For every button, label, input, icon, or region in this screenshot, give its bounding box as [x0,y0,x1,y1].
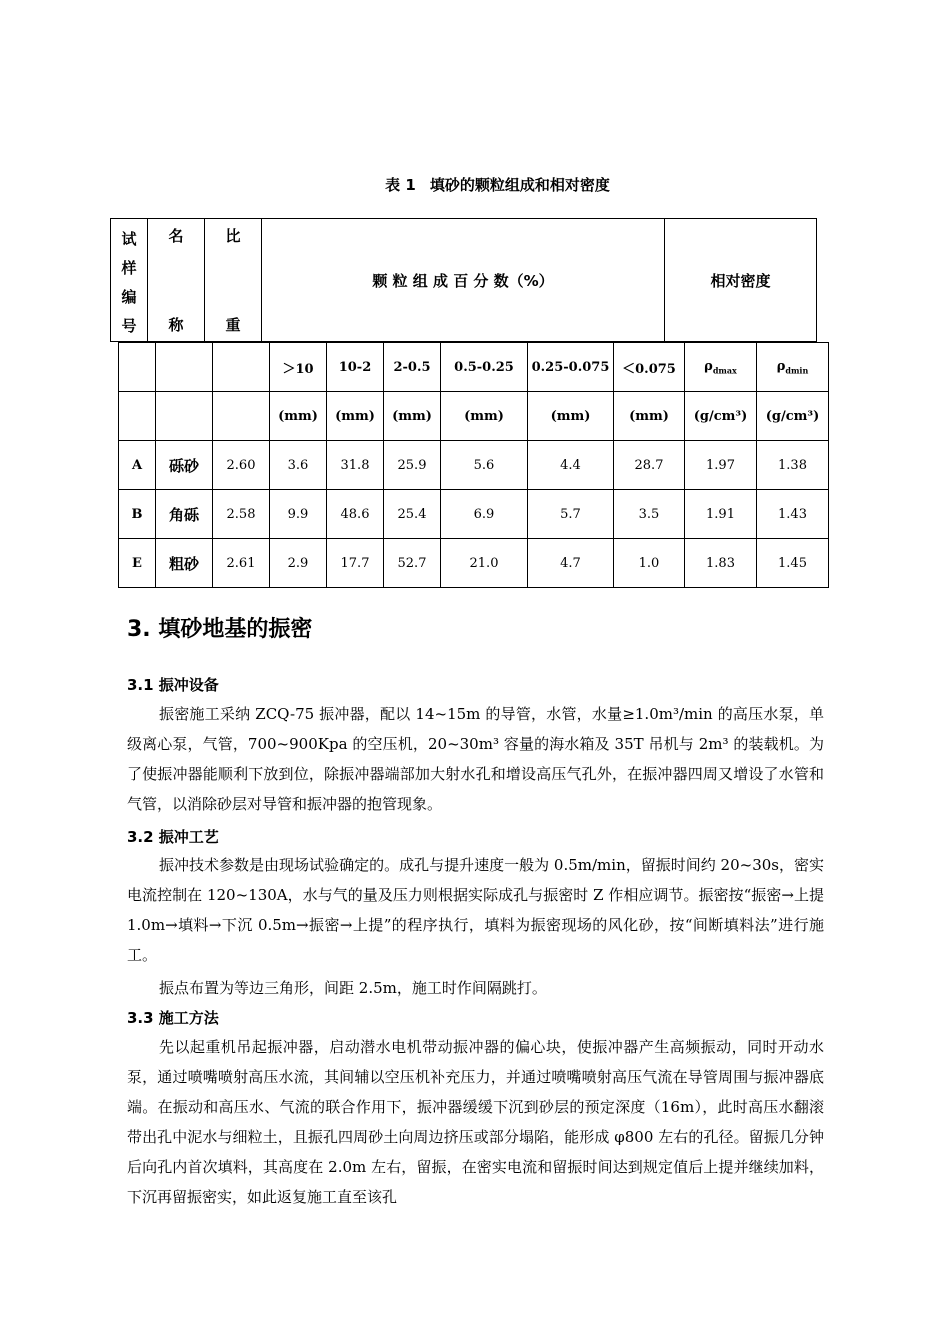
range-cell: ＞10 [270,343,327,392]
paragraph: 振密施工采纳 ZCQ-75 振冲器，配以 14~15m 的导管，水管，水量≥1.0m³/min 的高压水泵，单级离心泵，气管，700~900Kpa 的空压机，20~30m³ 容量的海水箱及 35T 吊机与 2m³ 的装载机。为了使振冲器能顺利下放到位，除振冲器端部加大射水孔和增设高压气孔外，在振冲器四周又增设了水管和气管，以消除砂层对导管和振冲器的抱管现象。 [127,705,824,813]
value-cell: 4.4 [528,441,614,490]
caption-number: 表 1 [385,176,416,194]
sample-name-cell: 角砾 [156,490,213,539]
header-name-char: 名 [168,227,184,245]
table-caption [0,174,950,195]
header-density-label: 相对密度 [710,271,771,290]
sample-name-cell: 粗砂 [156,539,213,588]
table-row [119,539,829,588]
value-cell: 25.4 [384,490,441,539]
density-unit-cell: (g/cm³) [757,392,829,441]
value-cell: 6.9 [441,490,528,539]
section-title: 3. 填砂地基的振密 [127,617,313,642]
header-name-char: 称 [168,316,184,334]
header-relative-density [664,218,817,342]
header-sample-id-char: 试 [121,230,137,248]
header-gravity-char: 比 [225,227,241,245]
header-gravity [204,218,262,342]
dmax-cell: 1.97 [685,441,757,490]
dmin-cell: 1.43 [757,490,829,539]
table-row [119,490,829,539]
sample-id-cell: E [119,539,156,588]
value-cell: 4.7 [528,539,614,588]
header-grain-label: 颗 粒 组 成 百 分 数（%） [372,271,554,290]
unit-cell: (mm) [384,392,441,441]
sample-name-cell: 砾砂 [156,441,213,490]
value-cell: 28.7 [614,441,685,490]
subsection-title: 3.1 振冲设备 [127,676,219,694]
dmax-cell: 1.83 [685,539,757,588]
data-table [118,342,829,588]
table-row [119,441,829,490]
value-cell: 2.9 [270,539,327,588]
value-cell: 3.5 [614,490,685,539]
unit-row [119,392,829,441]
density-unit-cell: (g/cm³) [685,392,757,441]
subsection-title: 3.2 振冲工艺 [127,828,219,846]
header-gravity-char: 重 [225,316,241,334]
rho-dmin-header: $\rho_{dmin}$ [757,343,829,392]
sample-id-cell: B [119,490,156,539]
range-cell: 0.5-0.25 [441,343,528,392]
dmin-cell: 1.45 [757,539,829,588]
range-cell: 2-0.5 [384,343,441,392]
paragraph: 先以起重机吊起振冲器，启动潜水电机带动振冲器的偏心块，使振冲器产生高频振动，同时开动水泵，通过喷嘴喷射高压水流，其间辅以空压机补充压力，并通过喷嘴喷射高压气流在导管周围与振冲器底端。在振动和高压水、气流的联合作用下，振冲器缓缓下沉到砂层的预定深度（16m），此时高压水翻滚带出孔中泥水与细粒土，且振孔四周砂土向周边挤压或部分塌陷，能形成 φ800 左右的孔径。留振几分钟后向孔内首次填料，其高度在 2.0m 左右，留振，在密实电流和留振时间达到规定值后上提并继续加料，下沉再留振密实，如此返复施工直至该孔 [127,1038,824,1206]
value-cell: 31.8 [327,441,384,490]
value-cell: 25.9 [384,441,441,490]
header-sample-id-char: 号 [121,317,137,335]
unit-cell: (mm) [528,392,614,441]
dmax-cell: 1.91 [685,490,757,539]
header-grain-composition [261,218,665,342]
value-cell: 52.7 [384,539,441,588]
value-cell: 1.0 [614,539,685,588]
range-row [119,343,829,392]
value-cell: 17.7 [327,539,384,588]
gravity-cell: 2.60 [213,441,270,490]
subsection-title: 3.3 施工方法 [127,1009,219,1027]
header-sample-id-char: 编 [121,288,137,306]
header-sample-id [110,218,148,342]
header-sample-id-char: 样 [121,259,137,277]
rho-dmax-header: $\rho_{dmax}$ [685,343,757,392]
unit-cell: (mm) [327,392,384,441]
unit-cell: (mm) [614,392,685,441]
value-cell: 5.6 [441,441,528,490]
range-cell: 0.25-0.075 [528,343,614,392]
value-cell: 21.0 [441,539,528,588]
value-cell: 9.9 [270,490,327,539]
dmin-cell: 1.38 [757,441,829,490]
unit-cell: (mm) [441,392,528,441]
value-cell: 3.6 [270,441,327,490]
paragraph: 振冲技术参数是由现场试验确定的。成孔与提升速度一般为 0.5m/min，留振时间约 20~30s，密实电流控制在 120~130A，水与气的量及压力则根据实际成孔与振密时 Z 作相应调节。振密按“振密→上提 1.0m→填料→下沉 0.5m→振密→上提”的程序执行，填料为振密现场的风化砂，按“间断填料法”进行施工。 [127,856,824,964]
sample-id-cell: A [119,441,156,490]
value-cell: 5.7 [528,490,614,539]
range-cell: 10-2 [327,343,384,392]
gravity-cell: 2.58 [213,490,270,539]
unit-cell: (mm) [270,392,327,441]
caption-title: 填砂的颗粒组成和相对密度 [429,176,610,194]
value-cell: 48.6 [327,490,384,539]
paragraph: 振点布置为等边三角形，间距 2.5m，施工时作间隔跳打。 [159,979,547,997]
header-name [147,218,205,342]
gravity-cell: 2.61 [213,539,270,588]
range-cell: ＜0.075 [614,343,685,392]
